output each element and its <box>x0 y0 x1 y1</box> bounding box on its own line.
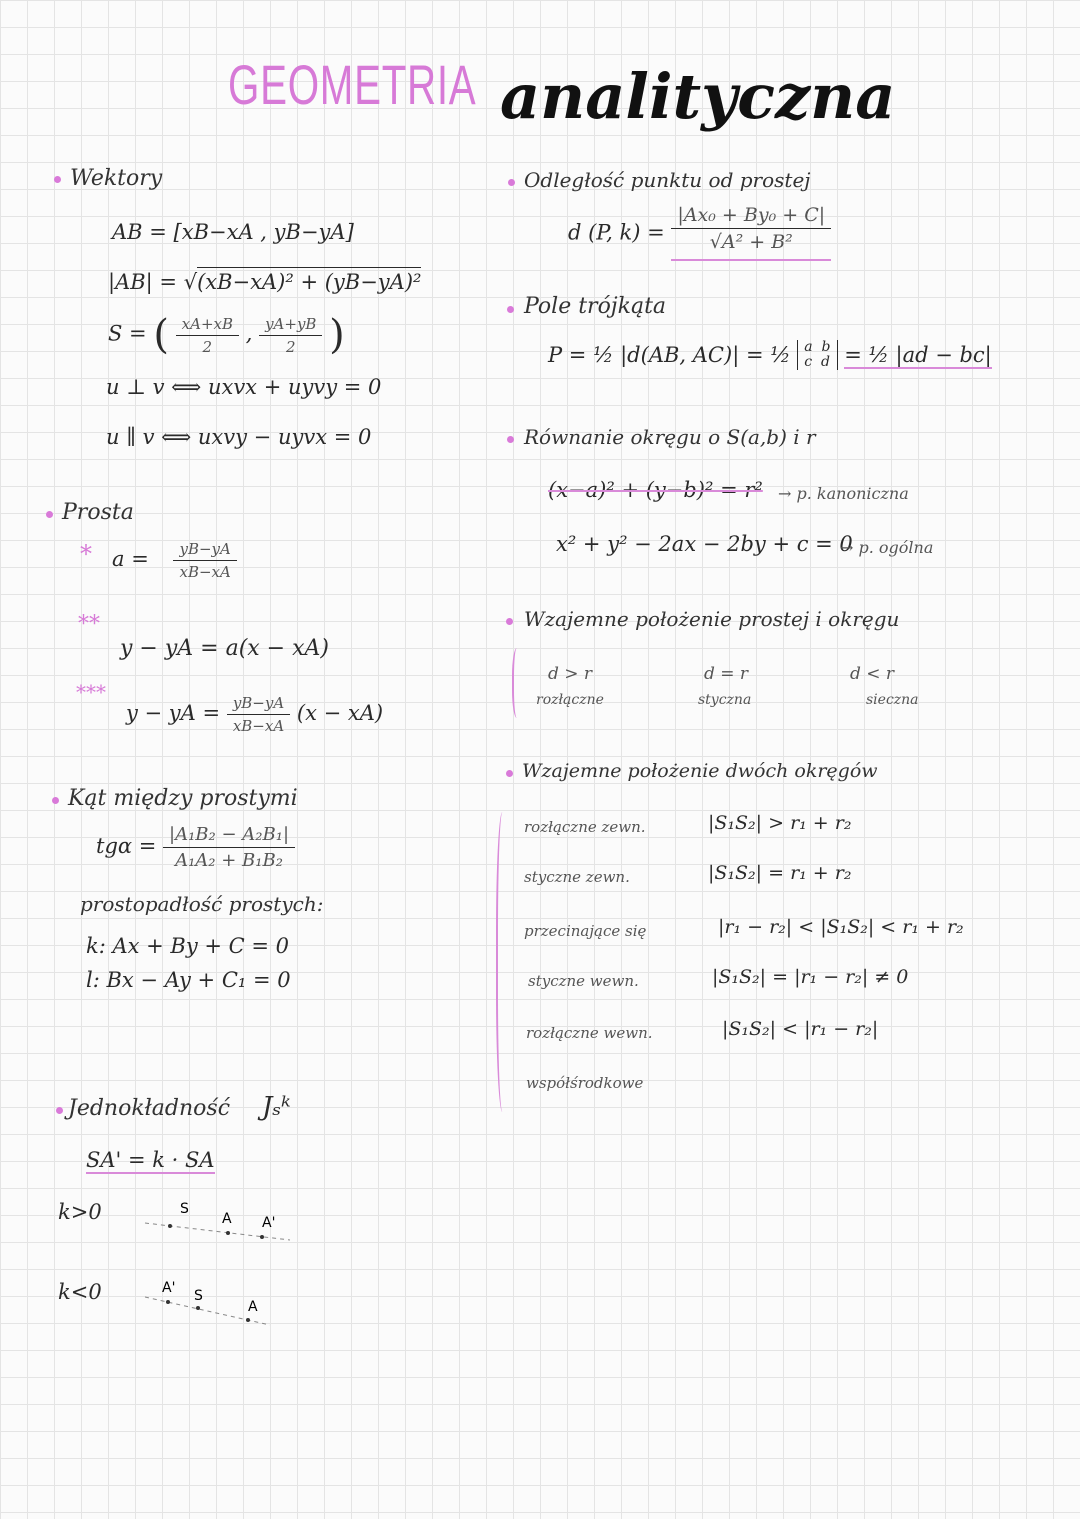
star-1-icon: * <box>80 540 92 568</box>
distance-label: d (P, k) = <box>568 220 665 245</box>
vector-length-left: |AB| = √ <box>108 270 198 294</box>
perpendicular-vectors: u ⊥ v ⟺ uxvx + uyvy = 0 <box>106 375 382 399</box>
bullet-icon <box>507 306 514 313</box>
bullet-icon <box>52 797 59 804</box>
circles-row-label: rozłączne zewn. <box>524 818 646 836</box>
point-a-label: A <box>248 1299 258 1315</box>
brace-icon <box>496 812 512 1112</box>
circles-row-label: przecinające się <box>524 922 647 940</box>
point-a-label: A <box>222 1211 232 1227</box>
point-slope-formula: y − yA = a(x − xA) <box>120 636 329 661</box>
midpoint-formula: S = ( $\frac{xA+xB}{2}$ , $\frac{yA+yB}{2}$ ) <box>108 312 345 358</box>
case-d-less: d < r <box>850 664 895 684</box>
case-d-less-label: sieczna <box>866 692 919 708</box>
angle-label: tgα = <box>96 834 157 858</box>
circles-row-equation: |S₁S₂| = r₁ + r₂ <box>708 862 852 884</box>
point-s-label: S <box>194 1288 203 1304</box>
circles-row-label: styczne zewn. <box>524 868 630 886</box>
circles-row-equation: |S₁S₂| < |r₁ − r₂| <box>722 1018 879 1040</box>
heading-prostopadlosc: prostopadłość prostych: <box>80 892 324 916</box>
bullet-icon <box>506 618 513 625</box>
point-s-label: S <box>180 1201 189 1217</box>
area-formula-left: P = ½ |d(AB, AC)| = ½ <box>548 343 791 367</box>
circles-row-equation: |r₁ − r₂| < |S₁S₂| < r₁ + r₂ <box>718 916 964 938</box>
parallel-vectors: u ∥ v ⟺ uxvy − uyvx = 0 <box>106 425 372 449</box>
homothety-positive-diagram <box>140 1195 300 1250</box>
general-label: → p. ogólna <box>840 538 934 557</box>
heading-okrag: Równanie okręgu o S(a,b) i r <box>524 425 816 449</box>
homothety-negative-diagram <box>140 1275 280 1335</box>
brace-icon <box>512 648 524 718</box>
bullet-icon <box>507 436 514 443</box>
heading-pole: Pole trójkąta <box>524 294 667 319</box>
heading-jednokladnosc: Jednokładność <box>68 1096 231 1121</box>
two-point-formula <box>126 694 383 735</box>
circles-row-equation: |S₁S₂| = |r₁ − r₂| ≠ 0 <box>712 966 909 988</box>
title-geometria: GEOMETRIA <box>228 53 477 116</box>
line-l-equation: l: Bx − Ay + C₁ = 0 <box>86 968 291 992</box>
general-equation: x² + y² − 2ax − 2by + c = 0 <box>556 532 853 556</box>
canonical-label: → p. kanoniczna <box>778 484 909 503</box>
two-point-fraction: $\frac{yB-yA}{xB-xA}$ <box>227 694 290 735</box>
bullet-icon <box>508 179 515 186</box>
determinant: a b c d <box>797 340 837 370</box>
case-d-greater-label: rozłączne <box>536 692 604 708</box>
star-3-icon: *** <box>76 680 106 704</box>
circles-row-label: współśrodkowe <box>526 1074 644 1092</box>
bullet-icon <box>46 511 53 518</box>
area-formula-right: = ½ |ad − bc| <box>844 343 992 367</box>
case-d-equal: d = r <box>704 664 749 684</box>
case-k-negative: k<0 <box>58 1280 102 1304</box>
heading-kat: Kąt między prostymi <box>68 786 298 811</box>
homothety-formula: SA' = k · SA <box>86 1148 215 1172</box>
heading-odleglosc: Odległość punktu od prostej <box>524 168 811 192</box>
point-a-prime-label: A' <box>262 1215 276 1231</box>
midpoint-y-fraction: $\frac{yA+yB}{2}$ <box>259 315 322 356</box>
distance-fraction: $\frac{\text{|Ax₀ + By₀ + C|}}{\text{√A² + B²}}$ <box>671 204 831 261</box>
slope-fraction: $\frac{yB-yA}{xB-xA}$ <box>173 540 236 581</box>
midpoint-x-fraction: $\frac{xA+xB}{2}$ <box>176 315 239 356</box>
bullet-icon <box>506 770 513 777</box>
case-d-greater: d > r <box>548 664 593 684</box>
midpoint-label: S = <box>108 321 147 346</box>
star-2-icon: ** <box>78 612 100 637</box>
heading-prosta: Prosta <box>62 500 134 525</box>
vector-ab-formula: AB = [xB−xA , yB−yA] <box>112 220 354 244</box>
slope-label: a = <box>112 547 149 571</box>
two-point-right: (x − xA) <box>296 701 384 725</box>
bullet-icon <box>54 176 61 183</box>
bullet-icon <box>56 1107 63 1114</box>
title-analityczna: analityczna <box>500 60 896 133</box>
circles-row-label: styczne wewn. <box>528 972 639 990</box>
case-k-positive: k>0 <box>58 1200 102 1224</box>
canonical-equation: (x−a)² + (y−b)² = r² <box>548 478 763 502</box>
point-a-prime-label: A' <box>162 1280 176 1296</box>
circles-row-label: rozłączne wewn. <box>526 1024 653 1042</box>
vector-length-formula <box>108 270 421 294</box>
heading-dwa-okregi: Wzajemne położenie dwóch okręgów <box>522 760 878 782</box>
circles-row-equation: |S₁S₂| > r₁ + r₂ <box>708 812 852 834</box>
slope-formula <box>112 540 237 581</box>
homothety-symbol: Jₛᵏ <box>262 1092 291 1122</box>
case-d-equal-label: styczna <box>698 692 752 708</box>
two-point-left: y − yA = <box>126 701 221 725</box>
angle-fraction: $\frac{\text{|A₁B₂ − A₂B₁|}}{\text{A₁A₂ + B₁B₂}}$ <box>163 824 295 871</box>
heading-wektory: Wektory <box>70 166 163 191</box>
area-formula <box>548 340 992 370</box>
line-k-equation: k: Ax + By + C = 0 <box>86 934 290 958</box>
angle-formula <box>96 824 295 871</box>
distance-formula <box>568 204 831 261</box>
heading-prosta-okrag: Wzajemne położenie prostej i okręgu <box>524 607 900 631</box>
vector-length-body: (xB−xA)² + (yB−yA)² <box>197 267 421 294</box>
